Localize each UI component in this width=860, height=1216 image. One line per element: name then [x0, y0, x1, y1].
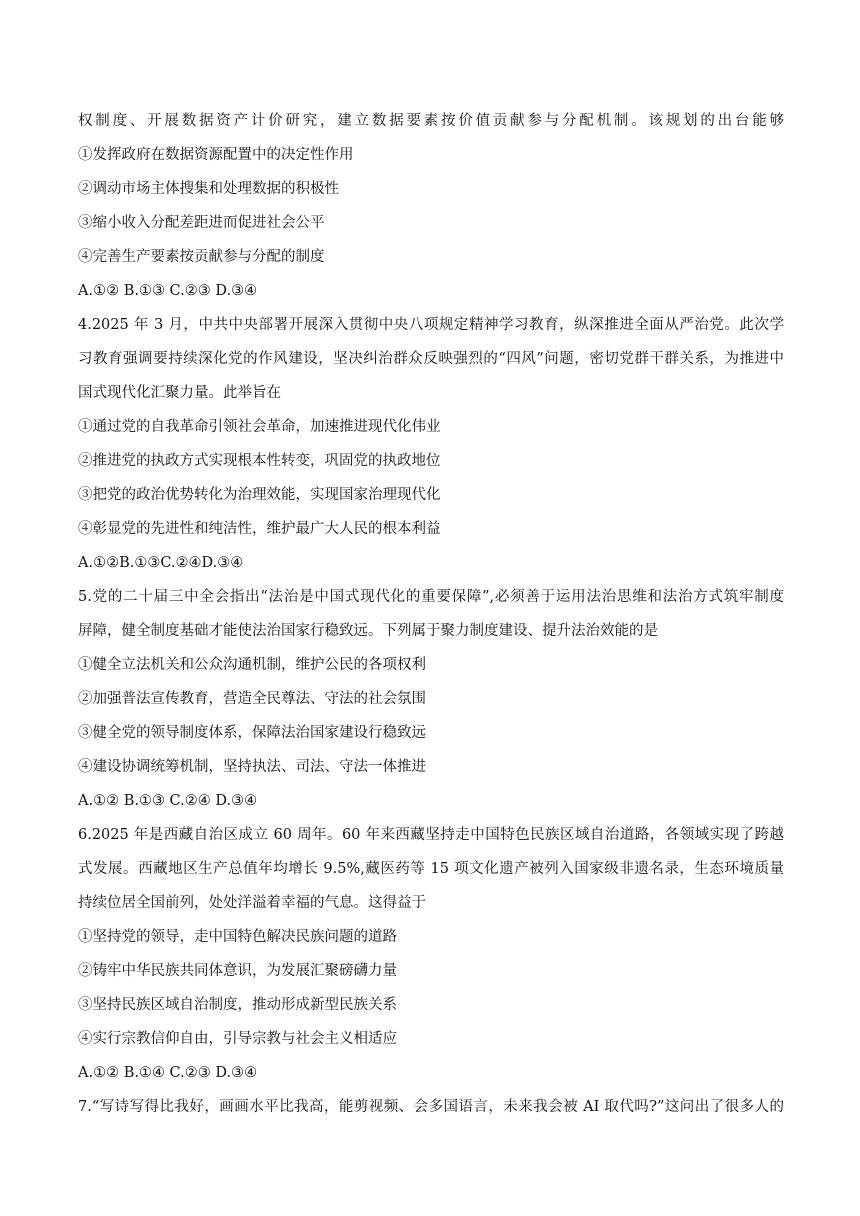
option-3: ③缩小收入分配差距进而促进社会公平: [78, 215, 325, 231]
question-stem-line: 7.“写诗写得比我好，画画水平比我高，能剪视频、会多国语言，未来我会被 AI 取代吗?”这问出了很多人的: [78, 1099, 784, 1115]
option-3: ③把党的政治优势转化为治理效能，实现国家治理现代化: [78, 487, 441, 503]
answer-choices: A.①②B.①③C.②④D.③④: [78, 555, 244, 571]
question-stem-line: 5.党的二十届三中全会指出“法治是中国式现代化的重要保障”,必须善于运用法治思维和法治方式筑牢制度: [78, 589, 784, 605]
answer-choices: A.①② B.①④ C.②③ D.③④: [78, 1065, 258, 1081]
option-4: ④彰显党的先进性和纯洁性，维护最广大人民的根本利益: [78, 521, 441, 537]
question-7: [78, 1090, 784, 1124]
question-stem-line: 权制度、开展数据资产计价研究，建立数据要素按价值贡献参与分配机制。该规划的出台能够: [78, 113, 784, 129]
option-2: ②加强普法宣传教育，营造全民尊法、守法的社会氛围: [78, 691, 426, 707]
option-2: ②调动市场主体搜集和处理数据的积极性: [78, 181, 339, 197]
option-1: ①坚持党的领导，走中国特色解决民族问题的道路: [78, 929, 397, 945]
option-4: ④完善生产要素按贡献参与分配的制度: [78, 249, 325, 265]
option-1: ①健全立法机关和公众沟通机制，维护公民的各项权利: [78, 657, 426, 673]
question-stem-line: 国式现代化汇聚力量。此举旨在: [78, 385, 281, 401]
option-3: ③健全党的领导制度体系，保障法治国家建设行稳致远: [78, 725, 426, 741]
option-3: ③坚持民族区域自治制度，推动形成新型民族关系: [78, 997, 397, 1013]
answer-choices: A.①② B.①③ C.②④ D.③④: [78, 793, 258, 809]
question-stem-line: 6.2025 年是西藏自治区成立 60 周年。60 年来西藏坚持走中国特色民族区域自治道路，各领域实现了跨越: [78, 827, 784, 843]
question-stem-line: 式发展。西藏地区生产总值年均增长 9.5%,藏医药等 15 项文化遗产被列入国家级非遗名录，生态环境质量: [78, 861, 784, 877]
option-4: ④实行宗教信仰自由，引导宗教与社会主义相适应: [78, 1031, 397, 1047]
option-2: ②推进党的执政方式实现根本性转变，巩固党的执政地位: [78, 453, 441, 469]
option-2: ②铸牢中华民族共同体意识，为发展汇聚磅礴力量: [78, 963, 397, 979]
question-4: [78, 308, 784, 580]
option-1: ①通过党的自我革命引领社会革命，加速推进现代化伟业: [78, 419, 441, 435]
question-stem-line: 持续位居全国前列，处处洋溢着幸福的气息。这得益于: [78, 895, 426, 911]
answer-choices: A.①② B.①③ C.②③ D.③④: [78, 283, 258, 299]
question-stem-line: 4.2025 年 3 月，中共中央部署开展深入贯彻中央八项规定精神学习教育，纵深推进全面从严治党。此次学: [78, 317, 784, 333]
question-3: [78, 104, 784, 308]
exam-page: [78, 104, 784, 1124]
question-6: [78, 818, 784, 1090]
option-4: ④建设协调统筹机制，坚持执法、司法、守法一体推进: [78, 759, 426, 775]
question-stem-line: 屏障，健全制度基础才能使法治国家行稳致远。下列属于聚力制度建设、提升法治效能的是: [78, 623, 658, 639]
question-stem-line: 习教育强调要持续深化党的作风建设，坚决纠治群众反映强烈的“四风”问题，密切党群干群关系，为推进中: [78, 351, 784, 367]
option-1: ①发挥政府在数据资源配置中的决定性作用: [78, 147, 354, 163]
question-5: [78, 580, 784, 818]
